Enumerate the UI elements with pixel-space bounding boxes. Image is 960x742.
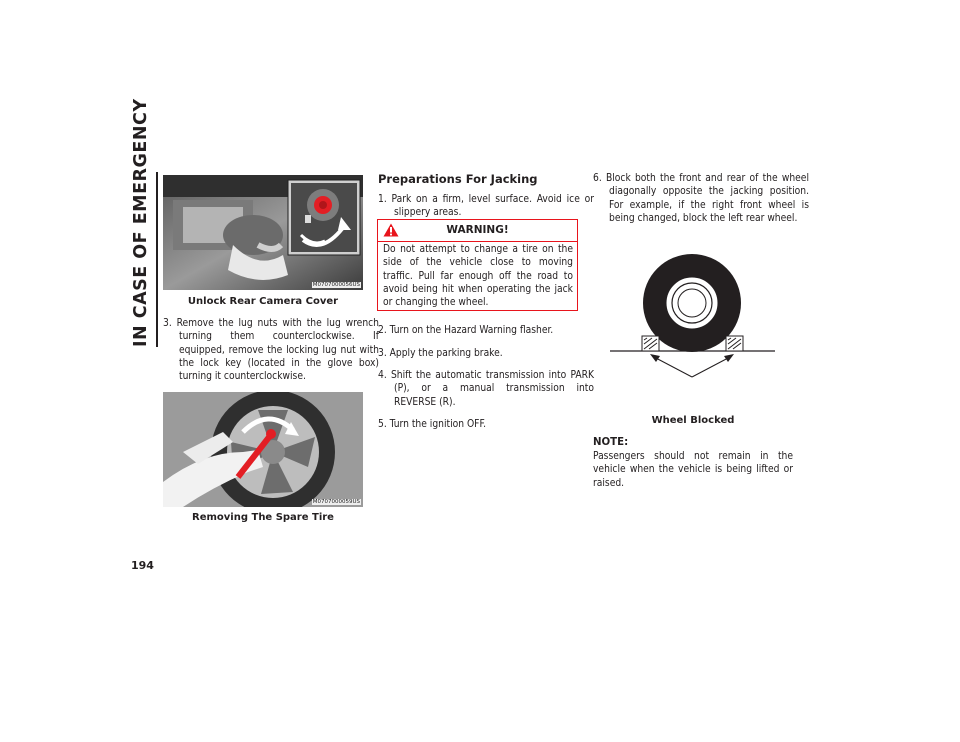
- warning-title: WARNING!: [446, 224, 509, 236]
- figure1-code: M0707000056US: [312, 282, 360, 288]
- note-label: NOTE:: [593, 437, 629, 448]
- section-title: IN CASE OF EMERGENCY: [131, 98, 151, 347]
- mid-step-2: 2. Turn on the Hazard Warning flasher.: [378, 325, 554, 336]
- right-step-6: 6. Block both the front and rear of the wheel diagonally opposite the jacking position. For example, if the right front wheel is being changed, block the left rear wheel.: [593, 173, 809, 224]
- section-sidebar: [126, 98, 156, 347]
- left-step-3: 3. Remove the lug nuts with the lug wrench turning them counterclockwise. If equipped, remove the locking lug nut with the lock key (located in the glove box) turning it counterclockwise.: [163, 318, 379, 383]
- figure2-code: M0707000059US: [312, 499, 360, 505]
- figure3-caption: Wheel Blocked: [651, 415, 735, 426]
- unlock-camera-cover-photo: [163, 175, 363, 290]
- warning-header: [378, 220, 577, 242]
- figure2-caption: Removing The Spare Tire: [192, 512, 334, 523]
- mid-step-4: 4. Shift the automatic transmission into PARK (P), or a manual transmission into REVERSE (R).: [378, 370, 594, 408]
- unlock-camera-cover-illustration: [163, 175, 363, 290]
- warning-body: Do not attempt to change a tire on the side of the vehicle close to moving traffic. Pull far enough off the road to avoid being hit when operating the jack or changing the wheel.: [383, 244, 573, 309]
- arrow-right-head: [724, 354, 734, 362]
- warning-box: [377, 219, 578, 311]
- section-heading: Preparations For Jacking: [378, 172, 538, 186]
- removing-spare-tire-photo: [163, 392, 363, 507]
- note-text: Passengers should not remain in the vehicle when the vehicle is being lifted or raised.: [593, 451, 793, 489]
- removing-spare-tire-illustration: [163, 392, 363, 507]
- wheel-blocked-diagram: [605, 250, 780, 410]
- mid-step-1: 1. Park on a firm, level surface. Avoid ice or slippery areas.: [378, 194, 594, 219]
- figure1-caption: Unlock Rear Camera Cover: [187, 296, 339, 307]
- mid-step-3: 3. Apply the parking brake.: [378, 348, 503, 359]
- sidebar-rule: [156, 172, 158, 347]
- arrow-left-head: [650, 354, 660, 362]
- left-wheel-block: [642, 336, 659, 351]
- mid-step-5: 5. Turn the ignition OFF.: [378, 419, 486, 430]
- page-number: 194: [131, 559, 154, 572]
- right-wheel-block: [726, 336, 743, 351]
